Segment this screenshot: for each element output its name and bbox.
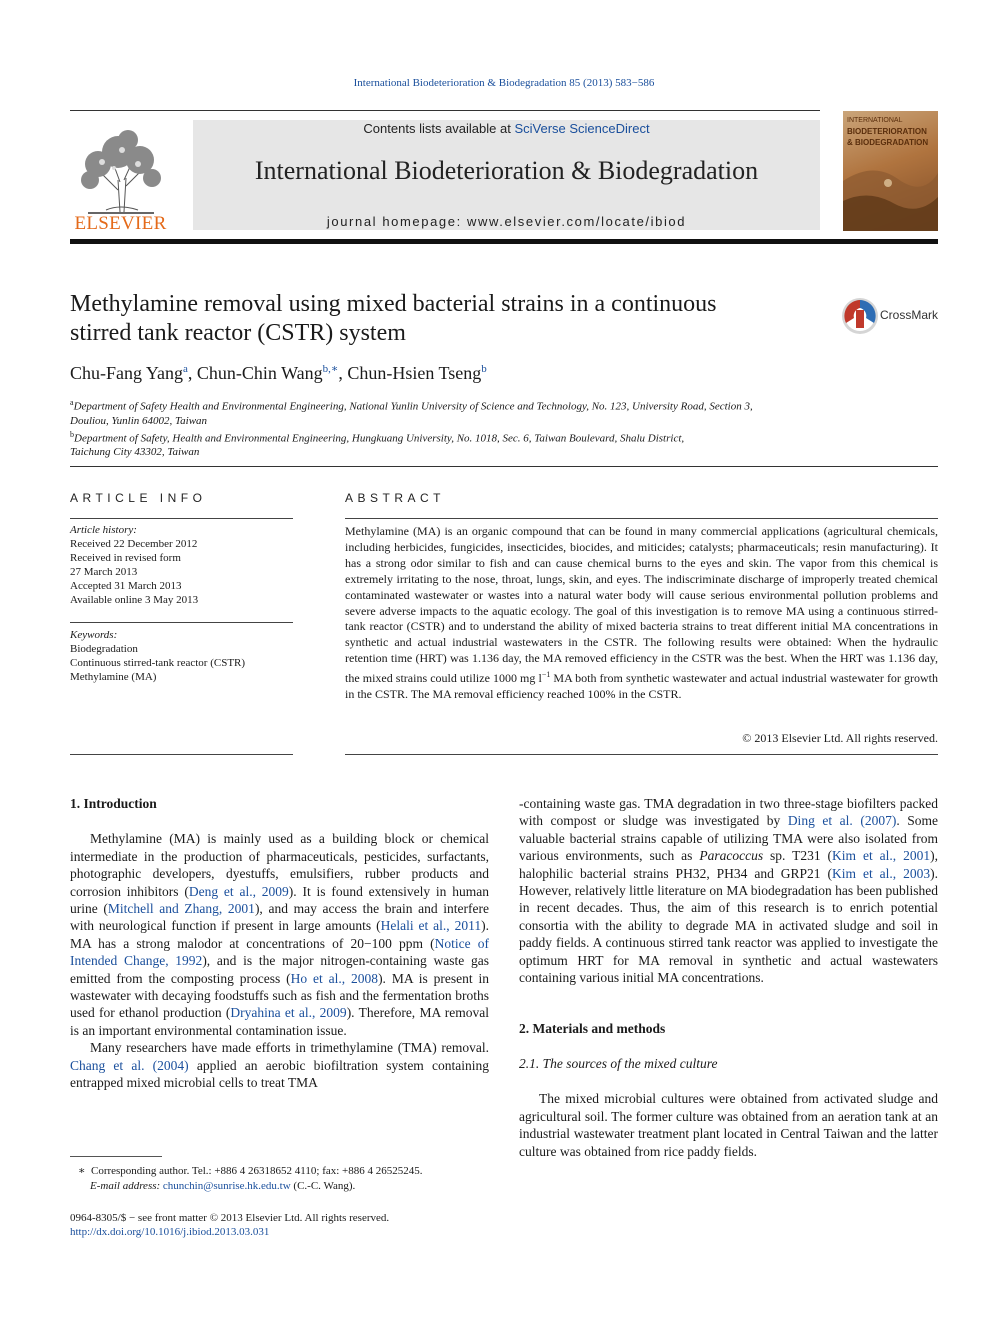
- abstract-body: MA both from synthetic wastewater and actual industrial wastewater for growth in the CSTR. The MA removal efficiency reached 100% in the CSTR.: [345, 671, 938, 702]
- citation-link[interactable]: Helali et al., 2011: [380, 918, 482, 934]
- journal-name: International Biodeterioration & Biodegradation: [254, 156, 759, 185]
- author-affil-mark[interactable]: a: [183, 363, 188, 375]
- citation-link[interactable]: Dryahina et al., 2009: [230, 1005, 347, 1021]
- intro-paragraph-2: [70, 1039, 489, 1091]
- email-suffix: (C.-C. Wang).: [290, 1180, 356, 1192]
- keyword: Biodegradation: [70, 643, 138, 655]
- citation-link[interactable]: Deng et al., 2009: [188, 883, 289, 899]
- article-history: [70, 523, 293, 607]
- italic-term: Paracoccus: [699, 848, 764, 864]
- citation-link[interactable]: Chang et al. (2004): [70, 1057, 189, 1073]
- text-run: ), and is the major nitrogen-containing waste gas emitted from the composting process (: [70, 953, 489, 986]
- citation-link[interactable]: Notice of Intended Change, 1992: [70, 935, 489, 969]
- left-column: [70, 795, 489, 1092]
- right-column: [519, 795, 938, 1160]
- intro-paragraph-1: [70, 830, 489, 1039]
- citation-link[interactable]: Kim et al., 2001: [832, 848, 931, 864]
- publisher-name: ELSEVIER: [74, 213, 167, 234]
- author-list: Chu-Fang Yang$^a$, Chun-Chin Wang$^{b,∗}$, Chun-Hsien Tseng$^b$: [70, 363, 487, 383]
- intro-paragraph-continued: [519, 795, 938, 986]
- article-info-heading: ARTICLE INFO: [70, 491, 207, 505]
- contents-line: [193, 121, 820, 136]
- article-title: [70, 290, 830, 348]
- intro-heading: 1. Introduction: [70, 796, 157, 811]
- text-run: Many researchers have made efforts in trimethylamine (TMA) removal.: [90, 1040, 489, 1056]
- citation-link[interactable]: Ding et al. (2007): [787, 813, 897, 829]
- abstract-rule: [345, 518, 938, 519]
- citation-link[interactable]: Ho et al., 2008: [290, 970, 379, 986]
- history-item: Received in revised form: [70, 552, 181, 564]
- history-item: Available online 3 May 2013: [70, 594, 199, 606]
- affiliation-line: Department of Safety, Health and Environmental Engineering, Hungkuang University, No. 1018, Sec. 6, Taiwan Boulevard, Shalu District,: [74, 432, 685, 445]
- text-run: . Some valuable bacterial strains capable of utilizing TMA were also isolated from various environments, such as: [519, 813, 938, 864]
- text-run: -containing waste gas. TMA degradation in two three-stage biofilters packed with compost or sludge was investigated by: [519, 796, 938, 829]
- affiliation-line: Taichung City 43302, Taiwan: [70, 446, 200, 459]
- cover-line: INTERNATIONAL: [847, 117, 903, 124]
- history-item: Received 22 December 2012: [70, 538, 198, 550]
- author-name: Chun-Chin Wang: [196, 363, 323, 383]
- contents-prefix: Contents lists available at: [363, 121, 515, 136]
- methods-subheading: 2.1. The sources of the mixed culture: [519, 1055, 718, 1071]
- text-run: Methylamine (MA) is mainly used as a building block or chemical intermediate in the production of pharmaceuticals, pesticides, surfactants, photographic developers, dyestuffs, emulsifiers, rubber products and corrosion inhibitors (: [70, 831, 489, 899]
- journal-citation[interactable]: International Biodeterioration & Biodegradation 85 (2013) 583−586: [353, 77, 655, 89]
- info-rule: [70, 754, 293, 755]
- history-label: Article history:: [70, 524, 137, 536]
- journal-cover-image: [843, 111, 938, 231]
- text-run: ). It is found extensively in human urine (: [70, 883, 489, 917]
- header-thick-rule: [70, 239, 938, 244]
- abstract-copyright: © 2013 Elsevier Ltd. All rights reserved.: [742, 731, 938, 745]
- info-rule: [70, 518, 293, 519]
- crossmark-label[interactable]: CrossMark: [880, 308, 939, 322]
- affiliation: [70, 396, 840, 414]
- corresponding-text: Corresponding author. Tel.: +886 4 26318652 4110; fax: +886 4 26525245.: [90, 1165, 423, 1177]
- methods-paragraph-1: The mixed microbial cultures were obtained from activated sludge and agricultural soil. The former culture was obtained from an aeration tank at an industrial wastewater treatment plant located in Central Taiwan and the latter culture was obtained from rice paddy fields.: [519, 1091, 938, 1159]
- keywords: [70, 628, 293, 684]
- title-line: stirred tank reactor (CSTR) system: [70, 320, 406, 346]
- keyword: Methylamine (MA): [70, 671, 157, 683]
- text-run: applied an aerobic biofiltration system containing entrapped mixed microbial cells to treat TMA: [70, 1057, 489, 1091]
- affiliation-mark: a: [70, 398, 74, 407]
- affiliation-mark: b: [70, 429, 74, 439]
- footnote-rule: [70, 1156, 162, 1157]
- cover-line: & BIODEGRADATION: [847, 138, 929, 147]
- header-rule: [70, 110, 820, 111]
- email-label: E-mail address:: [90, 1180, 161, 1192]
- citation-link[interactable]: Kim et al., 2003: [832, 865, 931, 881]
- abstract-superscript: −1: [541, 670, 551, 680]
- author-name: Chun-Hsien Tseng: [347, 363, 482, 383]
- keyword: Continuous stirred-tank reactor (CSTR): [70, 657, 246, 669]
- text-run: ). Therefore, MA removal is an important environmental contamination issue.: [70, 1005, 489, 1038]
- author-affil-mark[interactable]: b: [481, 363, 487, 375]
- cover-artwork: [843, 151, 938, 231]
- title-line: Methylamine removal using mixed bacterial strains in a continuous: [70, 291, 717, 317]
- keywords-label: Keywords:: [70, 629, 118, 641]
- text-run: ), halophilic bacterial strains PH32, PH34 and GRP21 (: [519, 848, 938, 881]
- text-run: ). However, relatively little literature on MA biodegradation has been published in recent decades. Thus, the aim of this research is to enrich potential consortia with the ability to degrade MA in activated sludge and soil in paddy fields. A continuous stirred tank reactor was applied to investigate the optimum HRT for MA removal in synthetic and actual wastewaters containing various initial MA concentrations.: [519, 865, 938, 986]
- affiliation-line: Department of Safety Health and Environmental Engineering, National Yunlin University of Science and Technology, No. 123, University Road, Section 3,: [73, 400, 753, 413]
- abstract-body: Methylamine (MA) is an organic compound that can be found in many commercial applications (agricultural chemicals, including herbicides, fungicides, insecticides, biocides, and miticides; catalysts; pharmaceuticals; resin manufacturing). It has a strong odor similar to fish and can cause chemical burns to the eyes and skin. The vapor from this chemical is extremely irritating to the nose, throat, lungs, skin, and eyes. The indiscriminate discharge of improperly treated chemical contaminated wastewater or wastes into a natural water body will cause serious environmental pollution problems and severe adverse impacts to the aquatic ecology. The goal of this investigation is to remove MA using a continuous stirred-tank reactor (CSTR) and to understand the ability of mixed bacteria strains to treat different initial MA concentrations in synthetic and actual industrial wastewaters in the CSTR. The following results were obtained: When the hydraulic retention time (HRT) was 1.136 day, the MA removed efficiency in the CSTR was the best. When the HRT was 1.136 day, the mixed strains could utilize 1000 mg l: [345, 524, 938, 686]
- affiliation-line: Douliou, Yunlin 64002, Taiwan: [70, 414, 208, 427]
- crossmark-icon[interactable]: [840, 296, 880, 336]
- affiliation: [70, 428, 840, 446]
- text-run: sp. T231 (: [763, 848, 833, 864]
- title-rule: [70, 466, 938, 467]
- email-link[interactable]: chunchin@sunrise.hk.edu.tw: [162, 1180, 291, 1192]
- history-item: 27 March 2013: [70, 566, 138, 578]
- history-item: Accepted 31 March 2013: [70, 580, 182, 592]
- affiliations: [70, 396, 840, 459]
- abstract-text: [345, 524, 938, 703]
- text-run: ). MA is present in wastewater with decaying foodstuffs such as fish and the fermentation broths used for ethanol production (: [70, 970, 489, 1021]
- methods-heading: 2. Materials and methods: [519, 1021, 666, 1037]
- text-run: ), and may access the brain and interfere with neurological function if present in large amounts (: [70, 901, 489, 934]
- issn-line: 0964-8305/$ − see front matter © 2013 Elsevier Ltd. All rights reserved.: [70, 1212, 390, 1224]
- doi-link[interactable]: http://dx.doi.org/10.1016/j.ibiod.2013.03.031: [70, 1226, 270, 1238]
- text-run: ). MA has a strong malodor at concentrations of 20−100 ppm (: [70, 918, 489, 951]
- sciencedirect-link[interactable]: SciVerse ScienceDirect: [514, 121, 650, 136]
- author-name: Chu-Fang Yang: [70, 363, 184, 383]
- footnote-star: ∗: [78, 1165, 86, 1177]
- citation-link[interactable]: Mitchell and Zhang, 2001: [107, 901, 255, 917]
- abstract-rule: [345, 754, 938, 755]
- cover-line: BIODETERIORATION: [847, 127, 927, 136]
- abstract-heading: ABSTRACT: [345, 491, 446, 505]
- author-affil-mark[interactable]: b,∗: [322, 363, 339, 375]
- corresponding-author-note: [78, 1164, 498, 1194]
- info-rule: [70, 622, 293, 623]
- journal-homepage[interactable]: journal homepage: www.elsevier.com/locate/ibiod: [326, 214, 687, 229]
